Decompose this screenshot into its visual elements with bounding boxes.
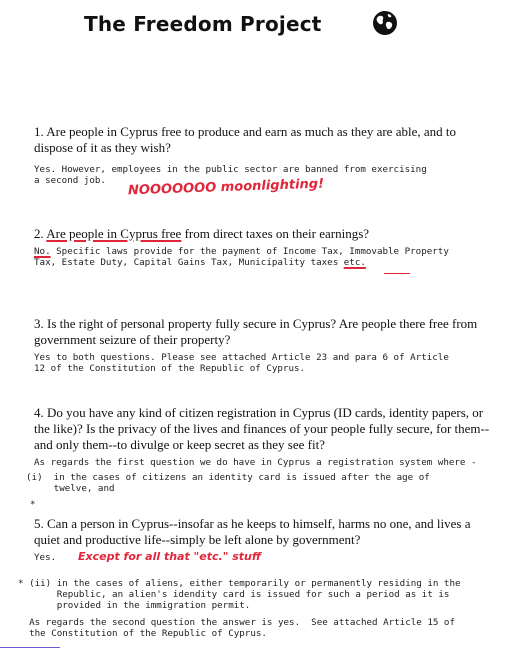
q2-answer-line2 — [34, 257, 514, 269]
q2-question-rest: from direct taxes on their earnings? — [181, 226, 370, 241]
q5-question-line2: quiet and productive life--simply be left alone by government? — [34, 532, 361, 547]
q4-question-line3: and only them--to divulge or keep secret as they see fit? — [34, 437, 325, 452]
q1-answer-line2: a second job. — [34, 175, 106, 186]
q1-question-line2: dispose of it as they wish? — [34, 140, 171, 155]
q3-question-line1: 3. Is the right of personal property fully secure in Cyprus? Are people there free from — [34, 316, 478, 331]
q3-question-line2: government seizure of their property? — [34, 332, 231, 347]
q1-question-line1: 1. Are people in Cyprus free to produce and earn as much as they are able, and to — [34, 124, 456, 139]
q1-answer-line1: Yes. However, employees in the public sector are banned from exercising — [34, 164, 427, 175]
q3-answer-line1: Yes to both questions. Please see attached Article 23 and para 6 of Article — [34, 352, 449, 363]
q2-number: 2. — [34, 226, 44, 241]
continuation-line2: Republic, an alien's idendity card is issued for such a period as it is — [18, 589, 450, 600]
continuation-line5: the Constitution of the Republic of Cyprus. — [18, 628, 267, 639]
q3-answer-line2: 12 of the Constitution of the Republic of Cyprus. — [34, 363, 306, 374]
q2-answer-line1 — [34, 246, 514, 258]
q5-answer: Yes. — [34, 552, 57, 563]
continuation-line3: provided in the immigration permit. — [18, 600, 251, 611]
globe-icon — [372, 10, 398, 36]
q4-answer-line1: As regards the first question we do have in Cyprus a registration system where - — [34, 457, 477, 468]
q2-underlined-phrase: Are people in Cyprus free — [46, 226, 182, 241]
q2-answer-no: No. — [34, 246, 51, 257]
q2-answer-line2-start: Tax, Estate Duty, Capital Gains Tax, Municipality taxes — [34, 257, 344, 268]
q4-asterisk: * — [30, 499, 36, 510]
q2-question — [34, 226, 514, 242]
scan-edge-mark — [0, 647, 60, 648]
continuation-line1: * (ii) in the cases of aliens, either temporarily or permanently residing in the — [18, 578, 461, 589]
q4-question-line1: 4. Do you have any kind of citizen registration in Cyprus (ID cards, identity papers, or — [34, 405, 484, 420]
continuation-line4: As regards the second question the answer is yes. See attached Article 15 of — [18, 617, 455, 628]
q2-answer-etc: etc. — [343, 257, 366, 268]
q5-question-line1: 5. Can a person in Cyprus--insofar as he keeps to himself, harms no one, and lives a — [34, 516, 471, 531]
q4-answer-line2: (i) in the cases of citizens an identity card is issued after the age of — [26, 472, 430, 483]
q4-question-line2: the like)? Is the privacy of the lives and finances of your people fully secure, for them-- — [34, 421, 490, 436]
q2-etc-double-underline — [384, 273, 410, 274]
q2-answer-line1-rest: Specific laws provide for the payment of Income Tax, Immovable Property — [50, 246, 449, 257]
q1-handwritten-note: NOOOOOOO moonlighting! — [127, 176, 325, 199]
q4-answer-line3: twelve, and — [26, 483, 115, 494]
page-title: The Freedom Project — [84, 12, 322, 36]
q5-handwritten-note: Except for all that "etc." stuff — [78, 550, 262, 563]
